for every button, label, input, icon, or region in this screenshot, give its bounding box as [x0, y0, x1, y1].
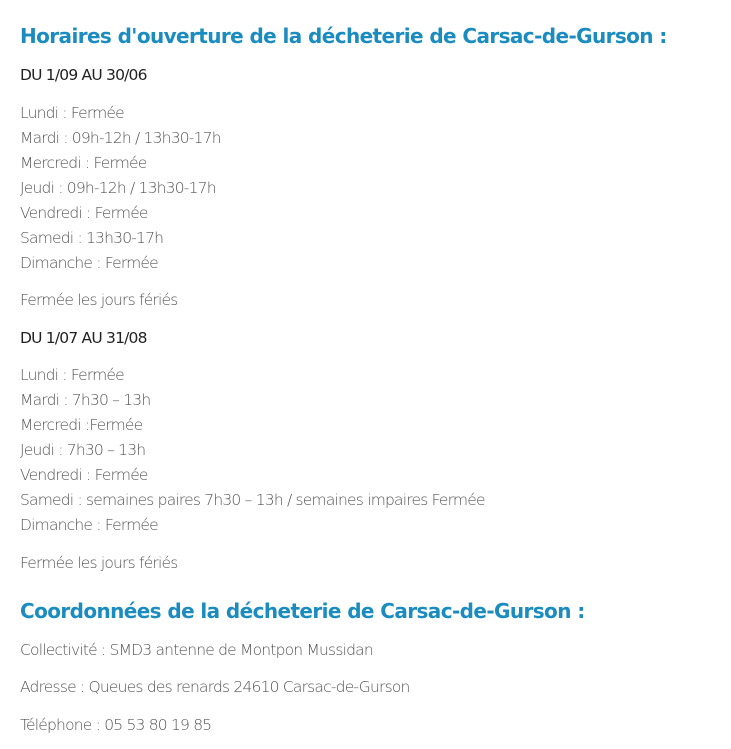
period2-day-tuesday: Mardi : 7h30 – 13h [20, 391, 151, 409]
collectivite-text: Collectivité : SMD3 antenne de Montpon Mussidan [20, 641, 373, 659]
period2-day-friday: Vendredi : Fermée [20, 466, 148, 484]
period1-holiday-note: Fermée les jours fériés [20, 291, 178, 309]
period1-day-tuesday: Mardi : 09h-12h / 13h30-17h [20, 129, 221, 147]
period1-day-wednesday: Mercredi : Fermée [20, 154, 147, 172]
opening-hours-title: Horaires d'ouverture de la décheterie de Carsac-de-Gurson : [20, 24, 667, 48]
period2-day-sunday: Dimanche : Fermée [20, 516, 158, 534]
period2-day-saturday: Samedi : semaines paires 7h30 – 13h / semaines impaires Fermée [20, 491, 485, 509]
phone-text: Téléphone : 05 53 80 19 85 [20, 716, 212, 734]
period2-day-thursday: Jeudi : 7h30 – 13h [20, 441, 146, 459]
address-text: Adresse : Queues des renards 24610 Carsac-de-Gurson [20, 678, 410, 696]
period2-heading: DU 1/07 AU 31/08 [20, 329, 147, 347]
contact-title: Coordonnées de la décheterie de Carsac-de-Gurson : [20, 599, 585, 623]
period2-day-wednesday: Mercredi :Fermée [20, 416, 143, 434]
period1-day-sunday: Dimanche : Fermée [20, 254, 158, 272]
period1-heading: DU 1/09 AU 30/06 [20, 66, 147, 84]
period2-holiday-note: Fermée les jours fériés [20, 554, 178, 572]
period2-day-monday: Lundi : Fermée [20, 366, 124, 384]
period1-day-monday: Lundi : Fermée [20, 104, 124, 122]
period1-day-saturday: Samedi : 13h30-17h [20, 229, 164, 247]
period1-day-friday: Vendredi : Fermée [20, 204, 148, 222]
period1-day-thursday: Jeudi : 09h-12h / 13h30-17h [20, 179, 216, 197]
